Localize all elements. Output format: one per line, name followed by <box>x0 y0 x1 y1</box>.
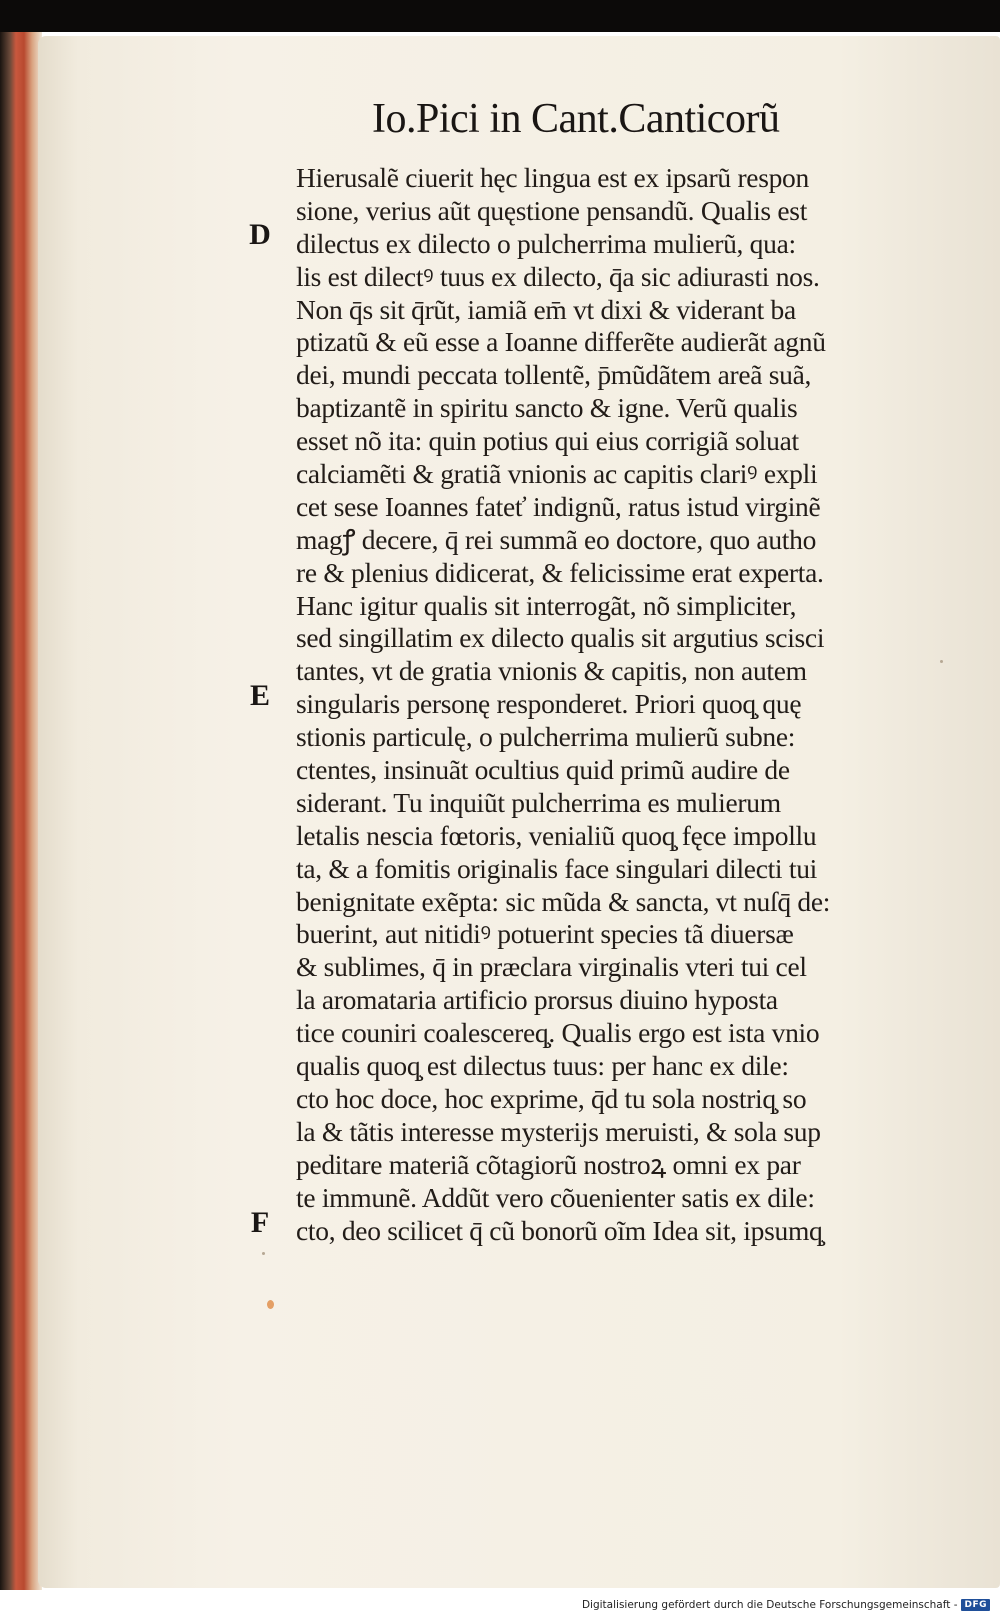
text-line: peditare materiã cõtagiorũ nostroꝝ omni ex par <box>296 1148 801 1180</box>
text-line: benignitate exẽpta: sic mũda & sancta, vt nuſq̄ de: <box>296 885 831 917</box>
text-line: lis est dilectꝰ tuus ex dilecto, q̄a sic adiurasti nos. <box>296 260 820 292</box>
text-line: letalis nescia fœtoris, venialiũ quoq̧ fęce impollu <box>296 819 817 851</box>
text-line: esset nõ ita: quin potius qui eius corrigiã soluat <box>296 425 799 457</box>
text-line: dilectus ex dilecto o pulcherrima mulierũ, qua: <box>296 227 796 259</box>
text-line: cto hoc doce, hoc exprime, q̄d tu sola nostriq̧ so <box>296 1082 807 1114</box>
book-edge <box>0 32 42 1590</box>
digitization-credit <box>582 1596 990 1614</box>
text-line: sed singillatim ex dilecto qualis sit argutius scisci <box>296 622 825 654</box>
text-line: tantes, vt de gratia vnionis & capitis, non autem <box>296 655 807 687</box>
text-line: dei, mundi peccata tollentẽ, p̄mũdãtem areã suã, <box>296 359 812 391</box>
text-line: & sublimes, q̄ in præclara virginalis vteri tui cel <box>296 951 807 983</box>
text-line: la & tãtis interesse mysterijs meruisti, & sola sup <box>296 1115 821 1147</box>
text-line: tice couniri coalescereq̧. Qualis ergo est ista vnio <box>296 1017 820 1049</box>
margin-marker-f: F <box>250 1206 270 1239</box>
text-line: magꝭ decere, q̄ rei summã eo doctore, quo autho <box>296 523 817 555</box>
text-line: buerint, aut nitidiꝰ potuerint species tã diuersæ <box>296 918 794 950</box>
dfg-logo: DFG <box>961 1599 990 1611</box>
text-line: calciamẽti & gratiã vnionis ac capitis clariꝰ expli <box>296 458 818 490</box>
paper-speck <box>262 1252 265 1255</box>
text-line: Non q̄s sit q̄rũt, iamiã em̄ vt dixi & viderant ba <box>296 293 796 325</box>
margin-marker-e: E <box>249 679 270 712</box>
text-line: singularis personę responderet. Priori quoq̧ quę <box>296 688 802 720</box>
text-line: baptizantẽ in spiritu sancto & igne. Verũ qualis <box>296 392 798 424</box>
text-line: stionis particulę, o pulcherrima mulierũ subne: <box>296 721 796 753</box>
margin-marker-d: D <box>249 218 271 251</box>
text-line: cet sese Ioannes fateť indignũ, ratus istud virginẽ <box>296 490 821 522</box>
text-line: siderant. Tu inquiũt pulcherrima es mulierum <box>296 786 781 818</box>
text-line: ptizatũ & eũ esse a Ioanne differẽte audierãt agnũ <box>296 326 826 358</box>
running-head: Io.Pici in Cant.Canticorũ <box>372 96 780 142</box>
text-line: ta, & a fomitis originalis face singulari dilecti tui <box>296 852 817 884</box>
text-line: la aromataria artificio prorsus diuino hyposta <box>296 984 778 1016</box>
text-line: Hanc igitur qualis sit interrogãt, nõ simpliciter, <box>296 589 797 621</box>
scan-top-border <box>0 0 1000 32</box>
text-line: sione, verius aũt quęstione pensandũ. Qualis est <box>296 194 808 226</box>
paper-speck <box>940 660 943 663</box>
credit-text: Digitalisierung gefördert durch die Deutsche Forschungsgemeinschaft - <box>581 1599 958 1611</box>
text-line: re & plenius didicerat, & felicissime erat experta. <box>296 556 824 588</box>
text-line: ctentes, insinuãt ocultius quid primũ audire de <box>296 754 790 786</box>
paper-stain <box>267 1300 274 1309</box>
text-line: qualis quoq̧ est dilectus tuus: per hanc ex dile: <box>296 1050 789 1082</box>
text-line: te immunẽ. Addũt vero cõuenienter satis ex dile: <box>296 1181 815 1213</box>
body-text <box>296 162 946 1247</box>
text-line: Hierusalẽ ciuerit hęc lingua est ex ipsarũ respon <box>296 162 809 193</box>
text-line: cto, deo scilicet q̄ cũ bonorũ oĩm Idea sit, ipsumq̧ <box>296 1214 823 1246</box>
